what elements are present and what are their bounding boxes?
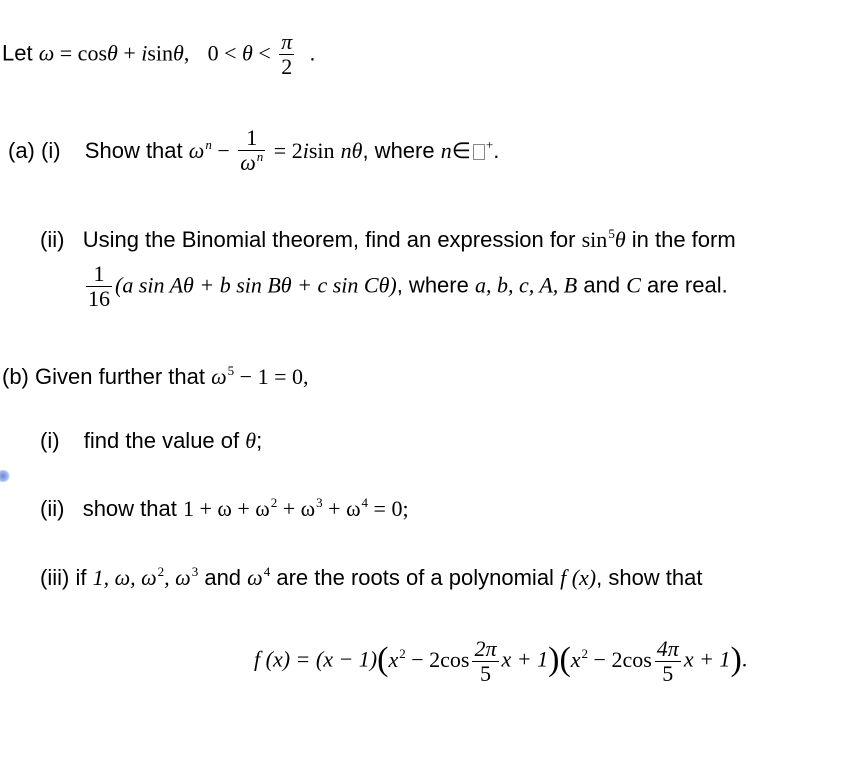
theta-symbol: θ [242, 40, 253, 66]
omega-symbol: ω [188, 137, 205, 163]
imaginary-unit: i [302, 137, 309, 163]
semicolon: ; [256, 428, 263, 453]
roots-list: 1, ω, $\omega^2$, $\omega^3$ [92, 564, 199, 590]
factor-two: $x^2 - 2\cos$ [570, 645, 652, 672]
omega-symbol: ω [211, 364, 227, 389]
part-b-ii [40, 496, 409, 522]
part-label: (ii) [40, 227, 65, 252]
question-text: show that [82, 496, 177, 521]
f-of-x: f (x) [560, 565, 597, 590]
period: . [741, 646, 748, 672]
close-paren: ) [730, 640, 742, 678]
comma: , [183, 40, 190, 66]
question-text: find the value of [83, 428, 240, 453]
theta-symbol: θ [107, 40, 118, 66]
exponent-four: 4 [263, 564, 271, 579]
rhs-equals: = 2 [268, 137, 303, 163]
open-paren: ( [559, 640, 571, 678]
and-word: and [204, 565, 242, 590]
sum-expression: $1 + \omega + \omega^2 + \omega^3 + \omega^4 = 0$; [182, 495, 409, 521]
final-equation [254, 637, 747, 686]
close-paren: ) [548, 640, 560, 678]
two-pi-over-five: $\frac{2\pi}{5}$ [474, 636, 497, 686]
equation-lhs: f (x) = (x − 1) [254, 646, 378, 672]
where-text: , where [362, 137, 435, 163]
exponent-n: n [205, 136, 212, 152]
factor-one-tail: x + 1 [501, 646, 549, 672]
part-b [2, 364, 309, 390]
part-label: (a) (i) [8, 137, 61, 163]
part-label: (iii) [40, 565, 70, 590]
part-label: (ii) [40, 496, 65, 521]
omega-symbol: ω [247, 565, 263, 590]
part-b-iii [40, 565, 703, 591]
intro-line [2, 30, 316, 79]
range-lt: < [252, 40, 277, 66]
question-text: Using the Binomial theorem, find an expression for [82, 227, 576, 252]
range-start: 0 < [207, 40, 243, 66]
factor-one: $x^2 - 2\cos$ [388, 645, 470, 672]
part-label: (i) [40, 428, 60, 453]
exponent-five: 5 [608, 226, 615, 241]
are-real-text: are real. [647, 272, 728, 298]
question-text: Show that [84, 137, 183, 163]
minus-sign: − [211, 137, 236, 163]
part-label: (b) [2, 364, 29, 389]
pi-over-two: $\frac{\pi}{2}$ [281, 29, 293, 79]
expression-form: (a sin Aθ + b sin Bθ + c sin Cθ) [115, 272, 397, 298]
plus-sign: + [117, 40, 142, 66]
n-theta: nθ [340, 137, 363, 163]
omega-symbol: ω [38, 40, 55, 66]
imaginary-unit: i [141, 40, 148, 66]
theta-symbol: θ [245, 428, 257, 453]
variable-C: C [626, 272, 641, 298]
let-word: Let [2, 40, 33, 66]
sin-word: sin [147, 40, 174, 66]
part-a-ii-form [86, 262, 728, 311]
four-pi-over-five: $\frac{4\pi}{5}$ [656, 636, 679, 686]
part-a-ii [40, 227, 736, 253]
missing-glyph-icon [473, 144, 485, 160]
factor-two-tail: x + 1 [683, 646, 731, 672]
sin-word: sin [581, 227, 608, 252]
if-word: if [75, 565, 87, 590]
one-over-sixteen: $\frac{1}{16}$ [88, 261, 110, 311]
part-b-i [40, 428, 262, 454]
show-that-text: , show that [596, 565, 703, 590]
equation-rest: − 1 = 0, [234, 364, 309, 389]
element-of: ∈ [451, 137, 471, 163]
period: . [493, 137, 500, 163]
and-word: and [583, 272, 621, 298]
plus-superscript: + [485, 136, 494, 152]
where-text: , where [396, 272, 469, 298]
open-paren: ( [377, 640, 389, 678]
ink-mark [0, 470, 10, 482]
sin-word: sin [308, 137, 335, 163]
in-form-text: in the form [631, 227, 736, 252]
question-text: Given further that [35, 364, 205, 389]
variable-n: n [440, 137, 452, 163]
one-over-omega-n: $\frac{1}{\omega^n}$ [238, 126, 265, 178]
part-a-i [8, 126, 499, 178]
variable-list: a, b, c, A, B [474, 272, 578, 298]
equals-cos: = cos [54, 40, 107, 66]
period: . [309, 40, 316, 66]
exponent-five: 5 [227, 363, 235, 378]
theta-symbol: θ [614, 227, 626, 252]
theta-symbol: θ [173, 40, 184, 66]
roots-text: are the roots of a polynomial [276, 565, 554, 590]
